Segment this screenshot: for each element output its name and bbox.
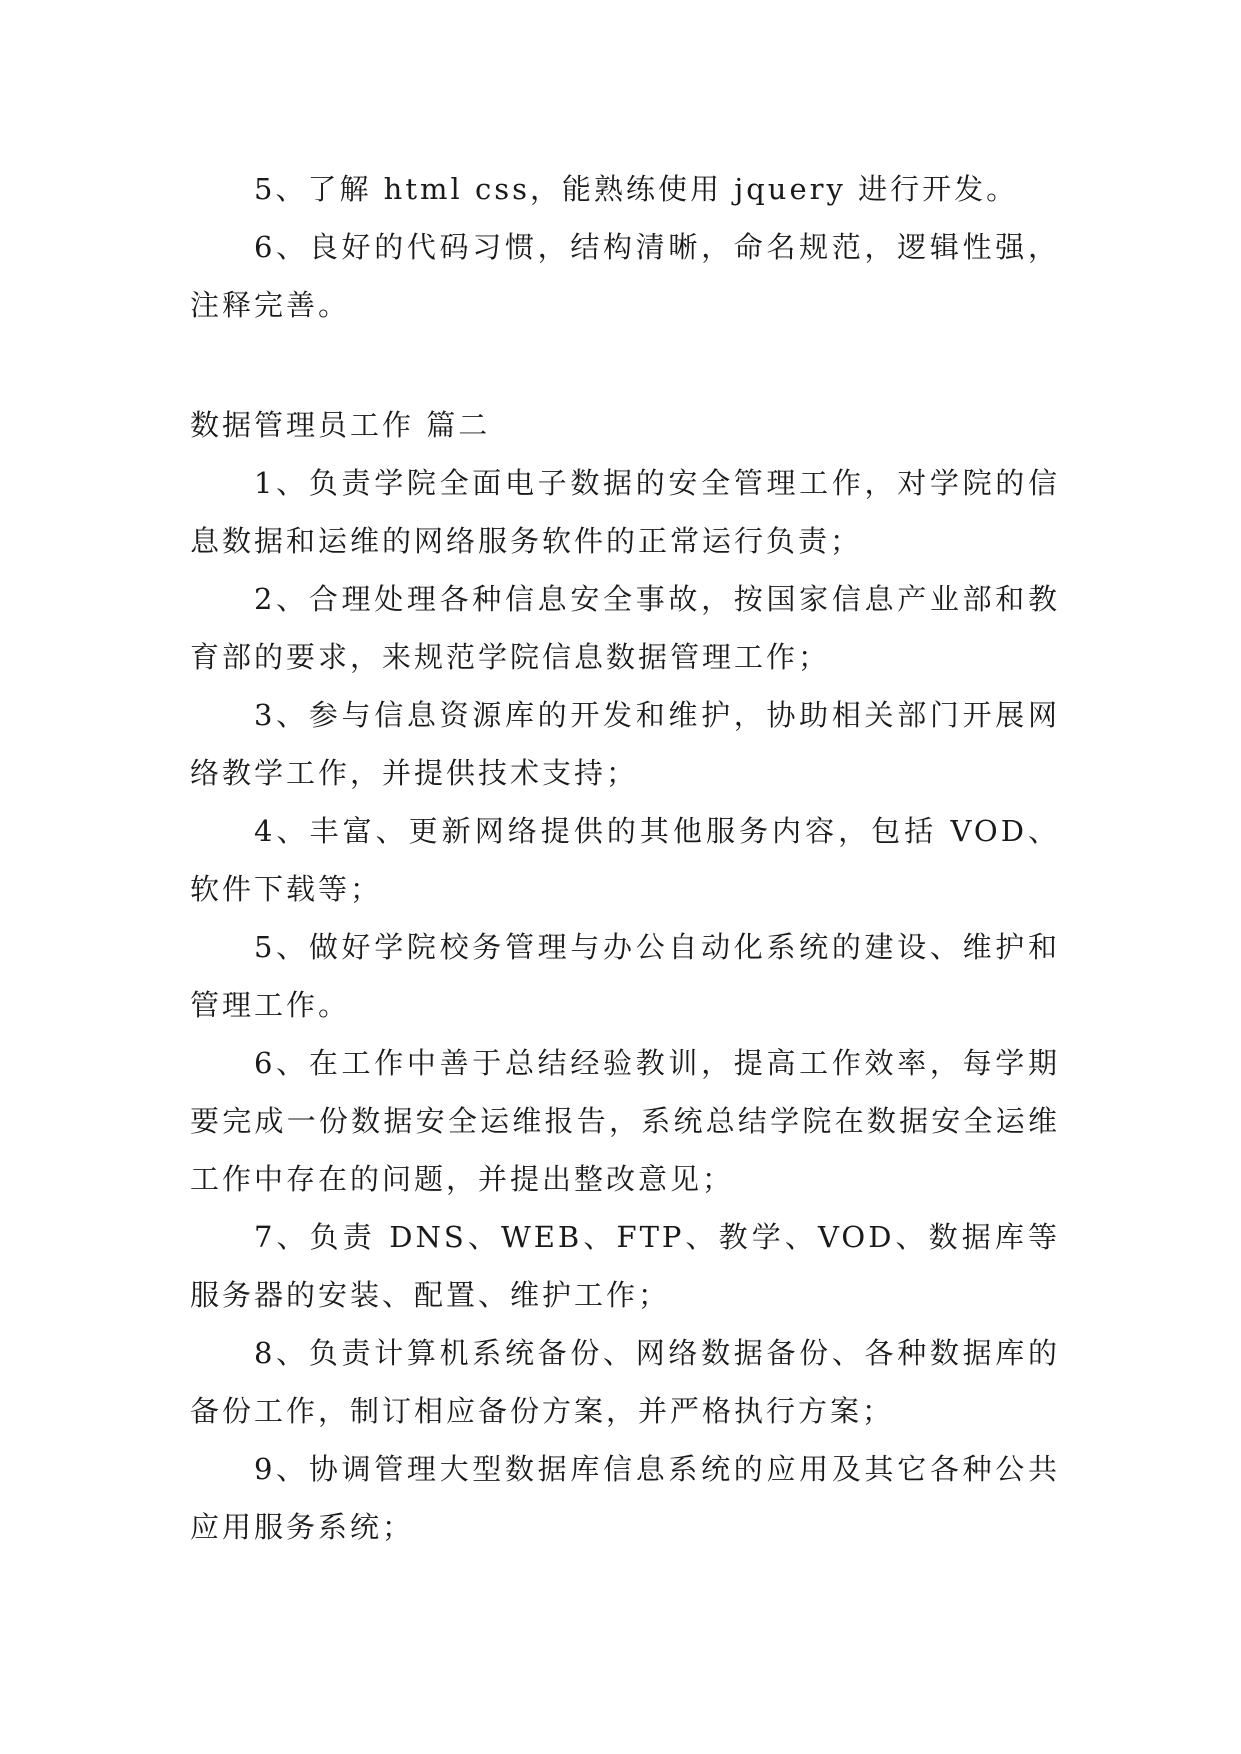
list-item: 8、负责计算机系统备份、网络数据备份、各种数据库的备份工作，制订相应备份方案，并严格执行方案； — [190, 1336, 1060, 1428]
section-heading: 数据管理员工作 篇二 — [190, 408, 491, 442]
list-item: 5、了解 html css，能熟练使用 jquery 进行开发。 — [254, 172, 1019, 206]
list-item: 9、协调管理大型数据库信息系统的应用及其它各种公共应用服务系统； — [190, 1452, 1060, 1544]
list-item: 5、做好学院校务管理与办公自动化系统的建设、维护和管理工作。 — [190, 930, 1060, 1022]
document-page — [190, 160, 1060, 1556]
list-item: 7、负责 DNS、WEB、FTP、教学、VOD、数据库等服务器的安装、配置、维护工作； — [190, 1220, 1060, 1312]
list-item: 4、丰富、更新网络提供的其他服务内容，包括 VOD、软件下载等； — [190, 814, 1060, 906]
list-item: 6、在工作中善于总结经验教训，提高工作效率，每学期要完成一份数据安全运维报告，系统总结学院在数据安全运维工作中存在的问题，并提出整改意见； — [190, 1046, 1060, 1196]
list-item: 2、合理处理各种信息安全事故，按国家信息产业部和教育部的要求，来规范学院信息数据管理工作； — [190, 582, 1060, 674]
list-item: 1、负责学院全面电子数据的安全管理工作，对学院的信息数据和运维的网络服务软件的正常运行负责； — [190, 466, 1060, 558]
list-item: 3、参与信息资源库的开发和维护，协助相关部门开展网络教学工作，并提供技术支持； — [190, 698, 1060, 790]
list-item: 6、良好的代码习惯，结构清晰，命名规范，逻辑性强，注释完善。 — [190, 230, 1060, 322]
